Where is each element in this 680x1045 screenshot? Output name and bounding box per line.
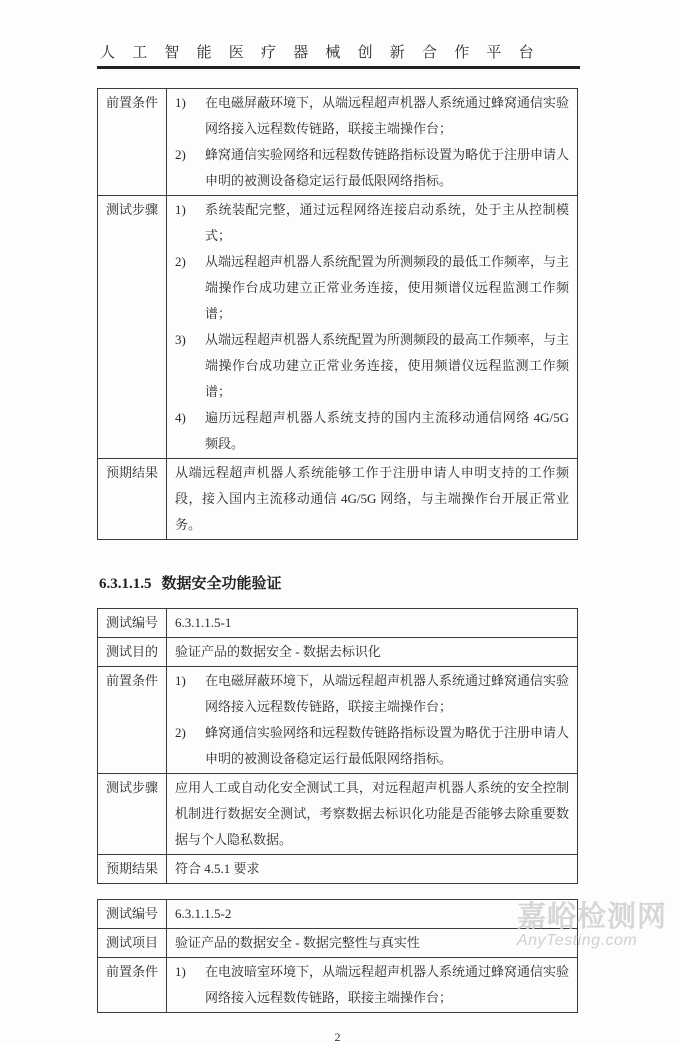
item-text: 从端远程超声机器人系统配置为所测频段的最高工作频率，与主端操作台成功建立正常业务连接，使用频谱仪远程监测工作频谱； xyxy=(205,332,570,399)
item-number: 2) xyxy=(175,725,186,740)
row-content xyxy=(167,196,578,459)
header-title: 人工智能医疗器械创新合作平台 xyxy=(100,45,551,61)
test-table-2 xyxy=(97,608,578,884)
row-content xyxy=(167,459,578,540)
item-text: 蜂窝通信实验网络和远程数传链路指标设置为略优于注册申请人申明的被测设备稳定运行最低限网络指标。 xyxy=(205,147,570,188)
watermark-en-text: AnyTesting.com xyxy=(516,932,638,949)
table-row xyxy=(98,900,578,929)
row-label: 测试编号 xyxy=(98,900,167,929)
table-row xyxy=(98,855,578,884)
row-label: 前置条件 xyxy=(98,667,167,774)
table-row xyxy=(98,929,578,958)
item-number: 2) xyxy=(175,254,186,269)
table-row xyxy=(98,89,578,196)
row-content xyxy=(167,958,578,1013)
cell-text: 应用人工或自动化安全测试工具，对远程超声机器人系统的安全控制机制进行数据安全测试，考察数据去标识化功能是否能够去除重要数据与个人隐私数据。 xyxy=(175,780,569,847)
cell-text: 符合 4.5.1 要求 xyxy=(175,861,260,876)
numbered-item xyxy=(175,197,569,249)
item-number: 1) xyxy=(175,964,186,979)
table-row xyxy=(98,774,578,855)
item-number: 1) xyxy=(175,202,186,217)
cell-text: 6.3.1.1.5-1 xyxy=(175,615,232,630)
row-content xyxy=(167,609,578,638)
table-row xyxy=(98,958,578,1013)
test-spec-table xyxy=(97,88,578,540)
cell-text: 从端远程超声机器人系统能够工作于注册申请人申明支持的工作频段，接入国内主流移动通信 4G/5G 网络，与主端操作台开展正常业务。 xyxy=(175,465,569,532)
item-number: 3) xyxy=(175,332,186,347)
numbered-item xyxy=(175,959,569,1011)
item-text: 遍历远程超声机器人系统支持的国内主流移动通信网络 4G/5G 频段。 xyxy=(205,410,569,451)
row-content xyxy=(167,929,578,958)
row-content xyxy=(167,667,578,774)
section-number: 6.3.1.1.5 xyxy=(99,576,152,592)
numbered-item xyxy=(175,405,569,457)
row-content xyxy=(167,855,578,884)
cell-text: 6.3.1.1.5-2 xyxy=(175,906,232,921)
row-label: 测试编号 xyxy=(98,609,167,638)
row-content xyxy=(167,89,578,196)
table-row xyxy=(98,196,578,459)
section-heading xyxy=(99,574,578,594)
test-table-1 xyxy=(97,88,578,540)
table-row xyxy=(98,609,578,638)
row-label: 前置条件 xyxy=(98,89,167,196)
document-body xyxy=(97,88,578,1045)
table-row xyxy=(98,667,578,774)
numbered-item xyxy=(175,720,569,772)
item-text: 在电磁屏蔽环境下，从端远程超声机器人系统通过蜂窝通信实验网络接入远程数传链路，联接主端操作台； xyxy=(205,673,570,714)
item-text: 在电磁屏蔽环境下，从端远程超声机器人系统通过蜂窝通信实验网络接入远程数传链路，联接主端操作台； xyxy=(205,95,570,136)
item-text: 在电波暗室环境下，从端远程超声机器人系统通过蜂窝通信实验网络接入远程数传链路，联接主端操作台； xyxy=(205,964,570,1005)
row-label: 测试目的 xyxy=(98,638,167,667)
item-text: 从端远程超声机器人系统配置为所测频段的最低工作频率，与主端操作台成功建立正常业务连接，使用频谱仪远程监测工作频谱； xyxy=(205,254,570,321)
cell-text: 验证产品的数据安全 - 数据去标识化 xyxy=(175,644,381,659)
item-text: 蜂窝通信实验网络和远程数传链路指标设置为略优于注册申请人申明的被测设备稳定运行最低限网络指标。 xyxy=(205,725,570,766)
numbered-item xyxy=(175,668,569,720)
row-label: 测试步骤 xyxy=(98,774,167,855)
numbered-item xyxy=(175,142,569,194)
row-label: 测试项目 xyxy=(98,929,167,958)
row-label: 预期结果 xyxy=(98,459,167,540)
row-content xyxy=(167,774,578,855)
test-spec-table xyxy=(97,608,578,884)
table-row xyxy=(98,638,578,667)
row-content xyxy=(167,638,578,667)
item-number: 1) xyxy=(175,95,186,110)
row-content xyxy=(167,900,578,929)
item-number: 1) xyxy=(175,673,186,688)
cell-text: 验证产品的数据安全 - 数据完整性与真实性 xyxy=(175,935,420,950)
test-table-3 xyxy=(97,899,578,1013)
item-text: 系统装配完整，通过远程网络连接启动系统，处于主从控制模式； xyxy=(205,202,569,243)
numbered-item xyxy=(175,327,569,405)
row-label: 前置条件 xyxy=(98,958,167,1013)
table-row xyxy=(98,459,578,540)
item-number: 2) xyxy=(175,147,186,162)
watermark-cn-text: 嘉峪检测网 xyxy=(516,901,667,933)
numbered-item xyxy=(175,90,569,142)
numbered-item xyxy=(175,249,569,327)
item-number: 4) xyxy=(175,410,186,425)
row-label: 测试步骤 xyxy=(98,196,167,459)
page-header xyxy=(97,45,580,69)
row-label: 预期结果 xyxy=(98,855,167,884)
section-title: 数据安全功能验证 xyxy=(161,576,282,592)
page-number: 2 xyxy=(334,1030,341,1044)
test-spec-table xyxy=(97,899,578,1013)
